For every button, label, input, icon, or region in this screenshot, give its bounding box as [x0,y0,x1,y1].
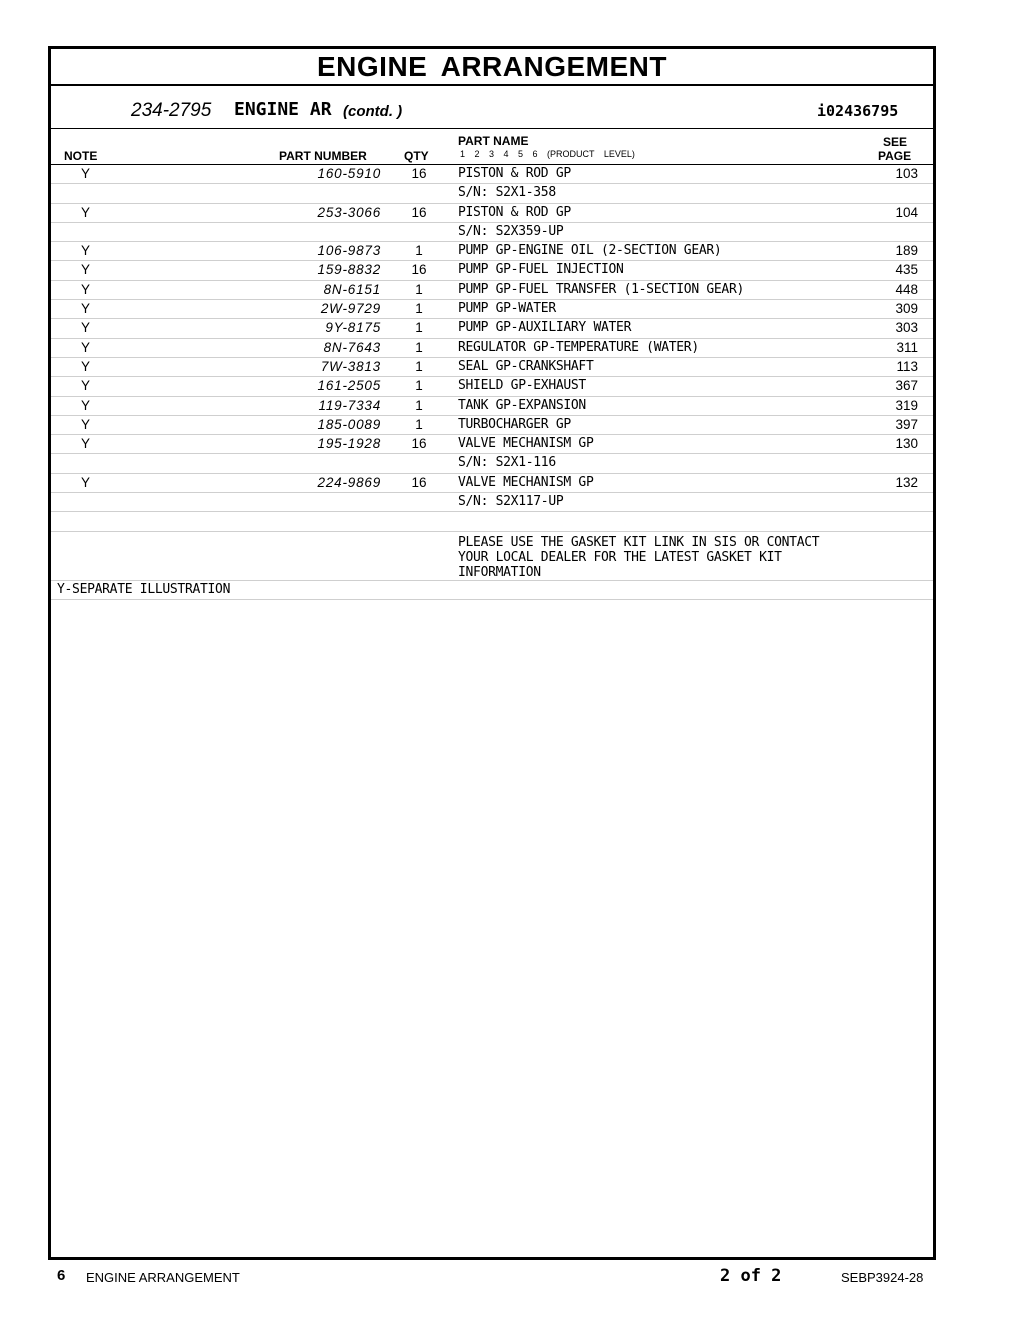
row-part-name: S/N: S2X1-358 [458,185,556,201]
row-part-name: SHIELD GP-EXHAUST [458,378,586,394]
row-qty: 1 [415,378,423,394]
message-line: YOUR LOCAL DEALER FOR THE LATEST GASKET KIT [458,549,782,565]
row-note: Y [81,358,91,374]
row-part-name: S/N: S2X1-116 [458,455,556,471]
message-line: INFORMATION [458,564,541,580]
table-row [51,435,933,454]
row-note: Y [81,474,91,490]
row-note: Y [81,243,91,259]
row-part-name: PUMP GP-FUEL INJECTION [458,262,624,278]
table-row [51,377,933,396]
table-row [51,397,933,416]
row-qty: 1 [415,339,423,355]
row-part-name: PISTON & ROD GP [458,166,571,181]
row-see-page: 435 [895,262,918,278]
row-qty: 1 [415,320,423,336]
row-note: Y [81,301,91,317]
table-row [51,204,933,223]
row-part-name: TANK GP-EXPANSION [458,397,586,413]
row-part-number: 224-9869 [317,474,381,490]
row-part-number: 9Y-8175 [325,320,381,336]
row-see-page: 104 [895,204,918,220]
separate-illustration-note-row [51,581,933,600]
row-note: Y [81,204,91,220]
row-qty: 1 [415,281,423,297]
message-line: PLEASE USE THE GASKET KIT LINK IN SIS OR CONTACT [458,534,820,550]
product-level-header: 1 2 3 4 5 6 (PRODUCT LEVEL) [460,149,635,159]
row-part-number: 119-7334 [318,397,381,413]
group-part-number: 234-2795 [131,100,212,121]
group-id: i02436795 [817,102,899,120]
row-qty: 16 [411,166,427,181]
gasket-kit-message [51,532,933,581]
table-row [51,416,933,435]
table-row [51,165,933,184]
footer-page-number: 6 [57,1267,66,1284]
blank-row [51,512,933,531]
table-row [51,223,933,242]
row-part-number: 160-5910 [317,166,381,181]
part-name-column-header: PART NAME [458,134,529,148]
row-part-name: PUMP GP-FUEL TRANSFER (1-SECTION GEAR) [458,281,745,297]
row-qty: 16 [411,204,427,220]
row-qty: 1 [415,301,423,317]
qty-column-header: QTY [404,149,429,163]
parts-list-frame [48,46,936,1260]
row-note: Y [81,166,91,181]
table-row [51,454,933,473]
row-note: Y [81,378,91,394]
row-note: Y [81,262,91,278]
row-qty: 1 [415,243,423,259]
row-part-name: VALVE MECHANISM GP [458,436,594,452]
row-part-name: S/N: S2X117-UP [458,494,564,510]
page-title: ENGINE ARRANGEMENT [51,49,933,86]
page-footer [0,1266,1020,1290]
table-row [51,184,933,203]
row-qty: 16 [411,436,427,452]
separate-illustration-note: Y-SEPARATE ILLUSTRATION [57,581,231,597]
table-row [51,281,933,300]
row-qty: 1 [415,416,423,432]
row-part-number: 8N-6151 [323,281,381,297]
row-part-name: PUMP GP-WATER [458,301,556,317]
see-column-header: SEE [883,135,908,149]
row-part-number: 7W-3813 [320,358,381,374]
row-part-number: 253-3066 [317,204,381,220]
row-part-name: PUMP GP-ENGINE OIL (2-SECTION GEAR) [458,243,722,259]
row-qty: 1 [415,358,423,374]
row-part-name: PUMP GP-AUXILIARY WATER [458,320,632,336]
row-see-page: 113 [896,358,918,374]
table-row [51,261,933,280]
parts-table-body [51,165,933,512]
group-contd: (contd. ) [343,103,403,120]
table-row [51,339,933,358]
row-qty: 16 [411,474,427,490]
footer-page-of: 2 of 2 [720,1266,782,1286]
row-see-page: 130 [895,436,918,452]
row-see-page: 311 [896,339,918,355]
row-part-number: 185-0089 [317,416,381,432]
part-number-column-header: PART NUMBER [279,149,367,163]
row-see-page: 189 [895,243,918,259]
footer-doc-id: SEBP3924-28 [841,1270,924,1285]
row-part-number: 106-9873 [317,243,381,259]
row-qty: 16 [411,262,427,278]
row-part-name: PISTON & ROD GP [458,204,571,220]
table-row [51,242,933,261]
table-row [51,358,933,377]
row-see-page: 103 [895,166,918,181]
row-part-number: 159-8832 [317,262,381,278]
row-part-number: 2W-9729 [320,301,381,317]
row-see-page: 367 [895,378,918,394]
table-row [51,474,933,493]
note-column-header: NOTE [64,149,98,163]
row-part-name: REGULATOR GP-TEMPERATURE (WATER) [458,339,699,355]
column-headers [51,129,933,165]
row-see-page: 132 [895,474,918,490]
row-see-page: 319 [895,397,918,413]
row-note: Y [81,397,91,413]
row-see-page: 397 [895,416,918,432]
footer-section-title: ENGINE ARRANGEMENT [86,1270,240,1285]
row-see-page: 309 [895,301,918,317]
row-see-page: 448 [895,281,918,297]
row-part-number: 161-2505 [317,378,381,394]
row-note: Y [81,320,91,336]
group-header [51,86,933,129]
table-row [51,300,933,319]
row-part-name: S/N: S2X359-UP [458,223,564,239]
row-part-number: 8N-7643 [323,339,381,355]
row-note: Y [81,281,91,297]
group-name: ENGINE AR [234,99,332,120]
row-note: Y [81,436,91,452]
table-row [51,319,933,338]
table-row [51,493,933,512]
row-note: Y [81,416,91,432]
row-part-number: 195-1928 [317,436,381,452]
page-column-header: PAGE [878,149,912,163]
row-qty: 1 [415,397,423,413]
row-part-name: VALVE MECHANISM GP [458,474,594,490]
row-note: Y [81,339,91,355]
row-part-name: SEAL GP-CRANKSHAFT [458,358,594,374]
row-part-name: TURBOCHARGER GP [458,416,571,432]
row-see-page: 303 [895,320,918,336]
